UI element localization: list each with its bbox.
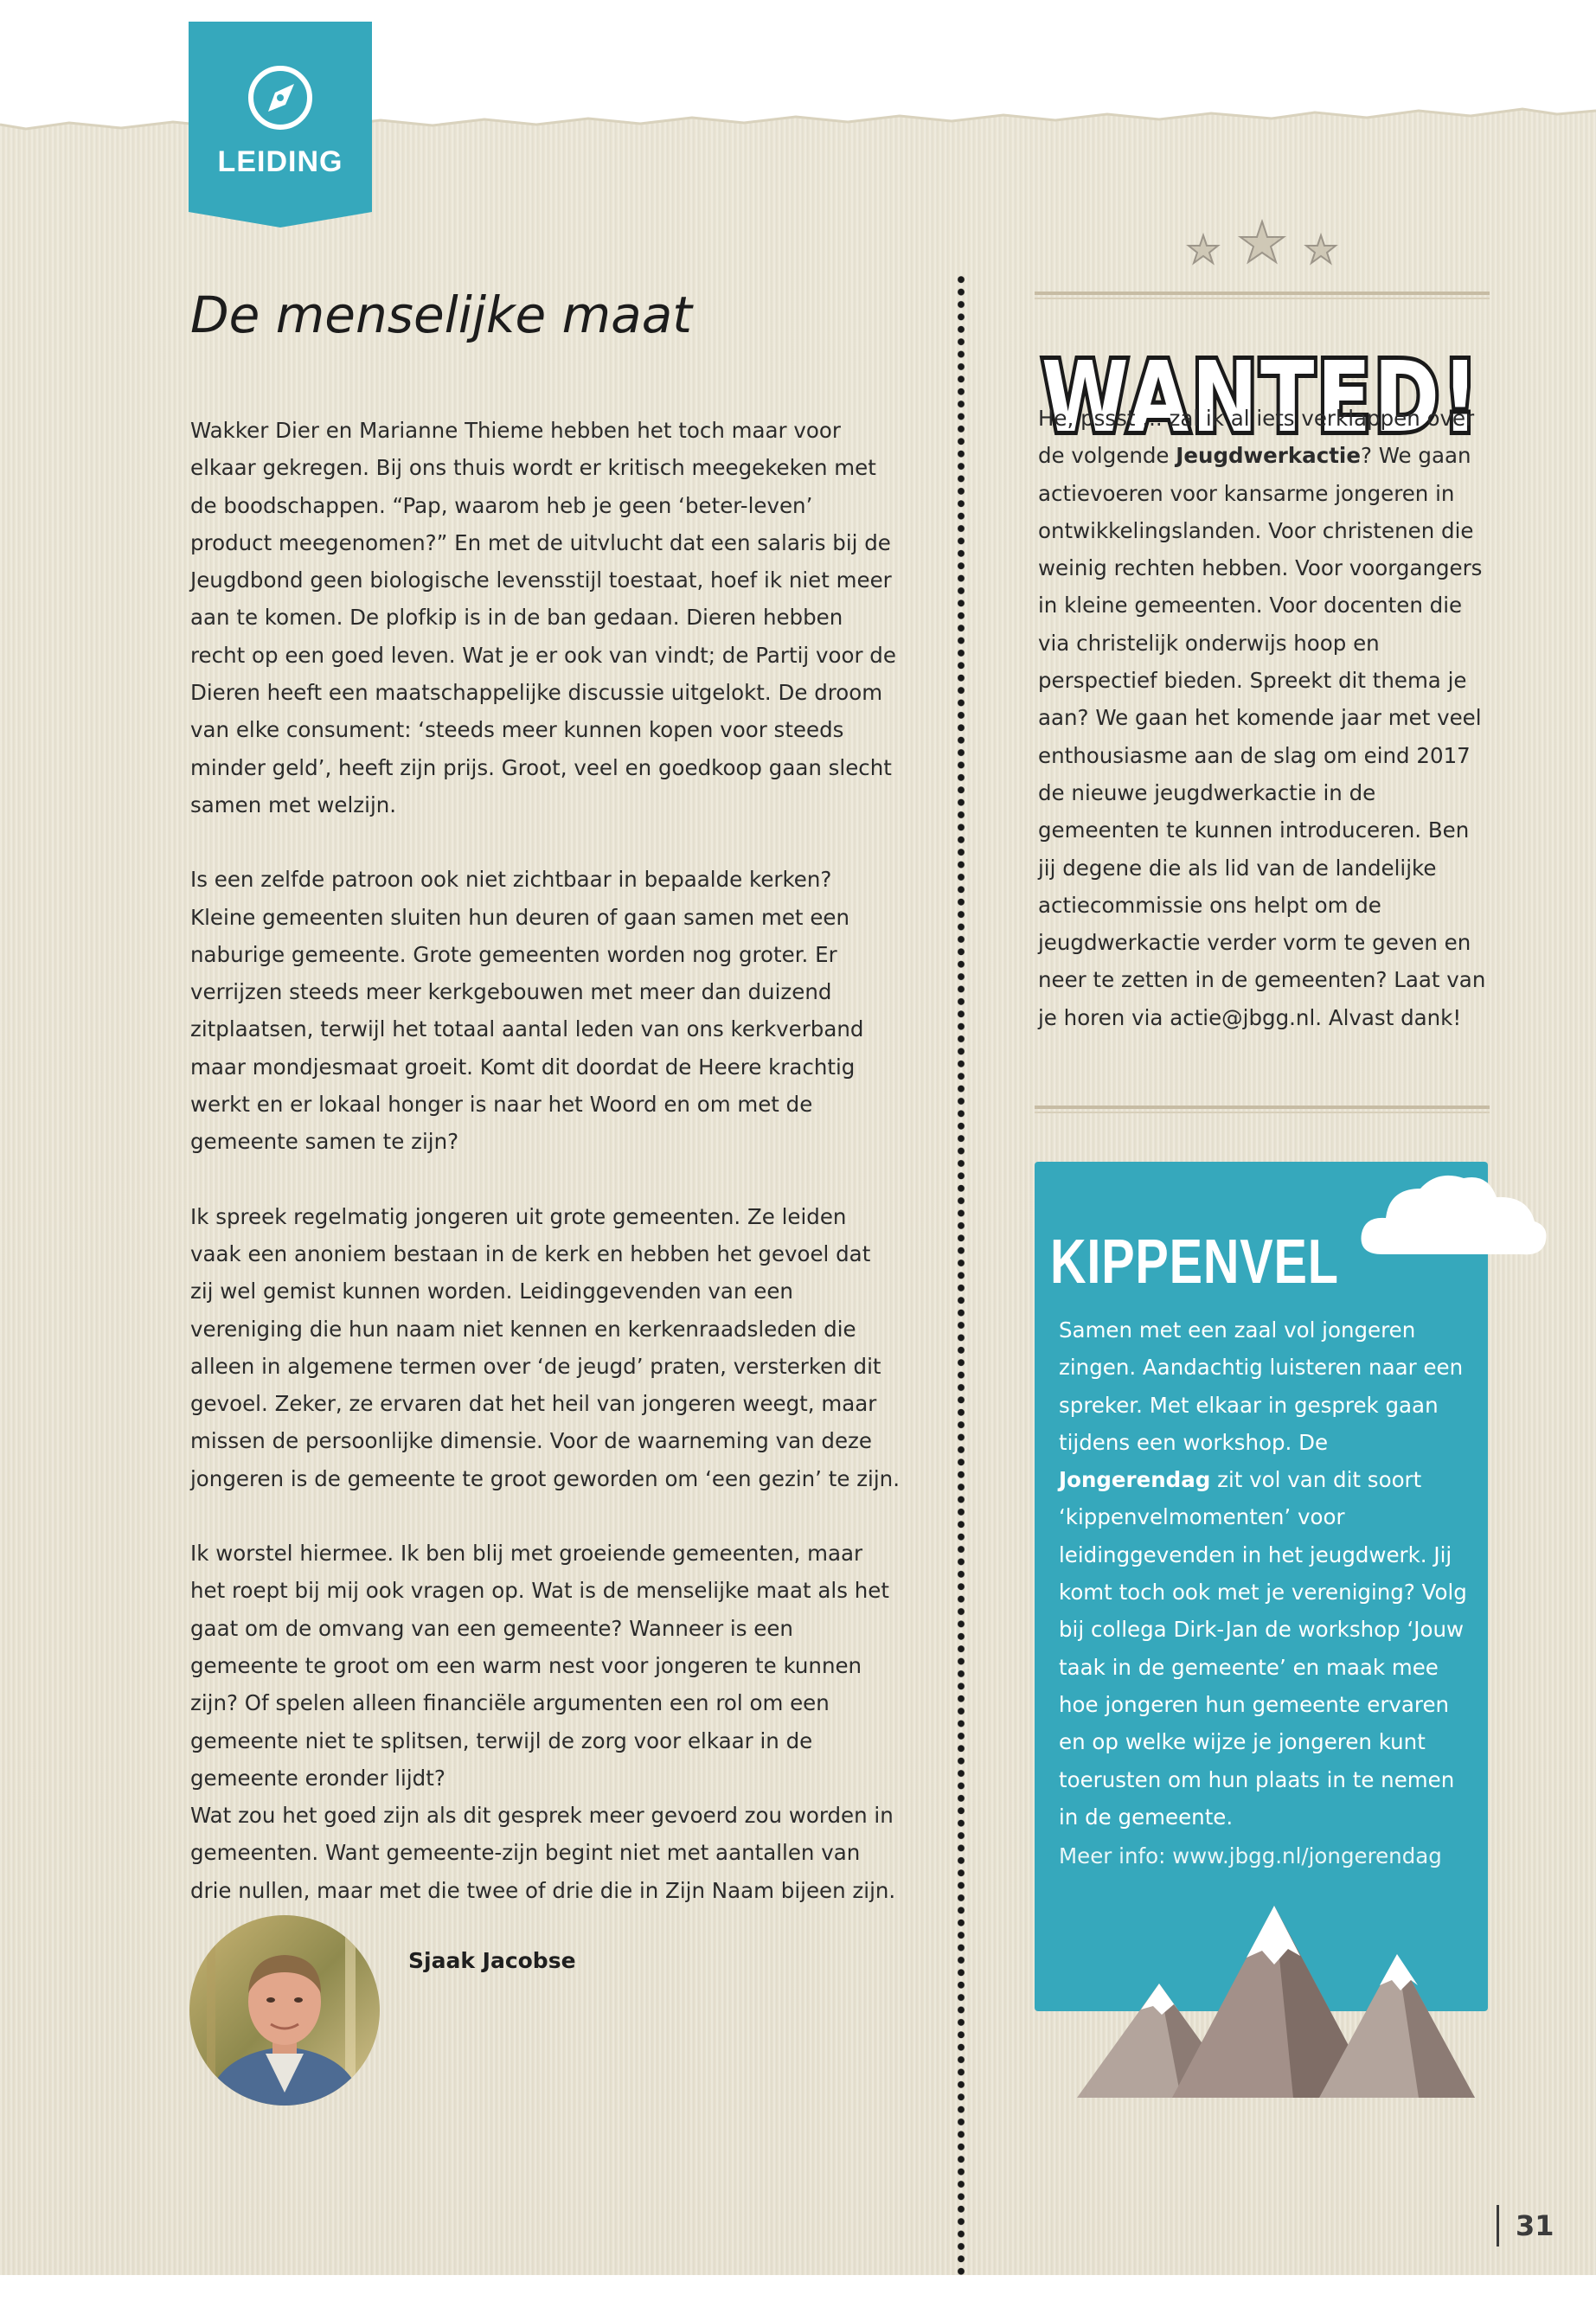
jongerendag-highlight: Jongerendag <box>1059 1467 1211 1493</box>
kippenvel-text-rest: zit vol van dit soort ‘kippenvelmomenten’ voor leidinggevenden in het jeugdwerk. Jij komt toch ook met je vereniging? Volg bij collega Dirk-Jan de workshop ‘Jouw taak in de gemeente’ en maak mee hoe jongeren hun gemeente ervaren en op welke wijze je jongeren kunt toerusten om hun plaats in te nemen in de gemeente. <box>1059 1467 1467 1830</box>
wanted-text-rest: ? We gaan actievoeren voor kansarme jongeren in ontwikkelingslanden. Voor christenen die weinig rechten hebben. Voor voorgangers in kleine gemeenten. Voor docenten die via christelijk onderwijs hoop en perspectief bieden. Spreekt dit thema je aan? We gaan het komende jaar met veel enthousiasme aan de slag om eind 2017 de nieuwe jeugdwerkactie in de gemeenten te kunnen introduceren. Ben jij degene die als lid van de landelijke actiecommissie ons helpt om de jeugdwerkactie verder vorm te geven en neer te zetten in de gemeenten? Laat van je horen via actie@jbgg.nl. Alvast dank! <box>1038 443 1486 1030</box>
author-portrait <box>189 1915 380 2106</box>
decorative-rule <box>1035 291 1490 301</box>
dotted-divider <box>957 273 965 2276</box>
stars-icon <box>1180 216 1344 277</box>
article-paragraph: Wakker Dier en Marianne Thieme hebben het toch maar voor elkaar gekregen. Bij ons thuis wordt er kritisch meegekeken met de boodschappen. “Pap, waarom heb je geen ‘beter-leven’ product meegenomen?” En met de uitvlucht dat een salaris bij de Jeugdbond geen biologische levensstijl toestaat, hoef ik niet meer aan te komen. De plofkip is in de ban gedaan. Dieren hebben recht op een goed leven. Wat je er ook van vindt; de Partij voor de Dieren heeft een maatschappelijke discussie uitgelokt. De droom van elke consument: ‘steeds meer kunnen kopen voor steeds minder geld’, heeft zijn prijs. Groot, veel en goedkoop gaan slecht samen met welzijn. <box>190 418 896 817</box>
article-body <box>190 412 900 1946</box>
wanted-heading-text: WANTED! <box>1042 342 1481 454</box>
wanted-text <box>1038 400 1488 1036</box>
section-label: LEIDING <box>217 145 343 178</box>
article-paragraph: Ik worstel hiermee. Ik ben blij met groeiende gemeenten, maar het roept bij mij ook vragen op. Wat is de menselijke maat als het gaat om de omvang van een gemeente? Wanneer is een gemeente te groot om een warm nest voor jongeren te kunnen zijn? Of spelen alleen financiële argumenten een rol om een gemeente niet te splitsen, terwijl de zorg voor elkaar in de gemeente eronder lijdt? <box>190 1541 889 1791</box>
article-paragraph: Wat zou het goed zijn als dit gesprek meer gevoerd zou worden in gemeenten. Want gemeente-zijn begint niet met aantallen van drie nullen, maar met die twee of drie die in Zijn Naam bijeen zijn. <box>190 1803 896 1903</box>
jeugdwerkactie-highlight: Jeugdwerkactie <box>1176 443 1361 469</box>
article-paragraph: Ik spreek regelmatig jongeren uit grote gemeenten. Ze leiden vaak een anoniem bestaan in de kerk en hebben het gevoel dat zij wel gemist kunnen worden. Leidinggevenden van een vereniging die hun naam niet kennen en kerkenraadsleden die alleen in algemene termen over ‘de jeugd’ praten, versterken dit gevoel. Zeker, ze ervaren dat het heil van jongeren weegt, maar missen de persoonlijke dimensie. Voor de waarneming van deze jongeren is de gemeente te groot geworden om ‘een gezin’ te zijn. <box>190 1203 900 1491</box>
section-tab <box>189 22 372 228</box>
more-info-link[interactable]: Meer info: www.jbgg.nl/jongerendag <box>1059 1843 1442 1868</box>
page-number-bar <box>1497 2205 1499 2247</box>
cloud-icon <box>1358 1170 1548 1265</box>
article-title: De menselijke maat <box>190 285 692 344</box>
page-number: 31 <box>1516 2209 1554 2242</box>
decorative-rule <box>1035 1105 1490 1115</box>
kippenvel-text-intro: Samen met een zaal vol jongeren zingen. Aandachtig luisteren naar een spreker. Met elkaar in gesprek gaan tijdens een workshop. De <box>1059 1317 1464 1455</box>
bottom-margin <box>0 2275 1596 2301</box>
article-paragraph: Is een zelfde patroon ook niet zichtbaar in bepaalde kerken? Kleine gemeenten sluiten hun deuren of gaan samen met een naburige gemeente. Grote gemeenten worden nog groter. Er verrijzen steeds meer kerkgebouwen met meer dan duizend zitplaatsen, terwijl het totaal aantal leden van ons kerkverband maar mondjesmaat groeit. Komt dit doordat de Heere krachtig werkt en er lokaal honger is naar het Woord en om met de gemeente samen te zijn? <box>190 867 864 1155</box>
author-name: Sjaak Jacobse <box>408 1948 576 1973</box>
mountains-icon <box>1077 1899 1475 2098</box>
wanted-text-intro: He, pssst ... zal ik al iets verklappen over de volgende <box>1038 406 1475 469</box>
kippenvel-text <box>1059 1311 1474 1836</box>
kippenvel-title: KIPPENVEL <box>1050 1227 1339 1297</box>
